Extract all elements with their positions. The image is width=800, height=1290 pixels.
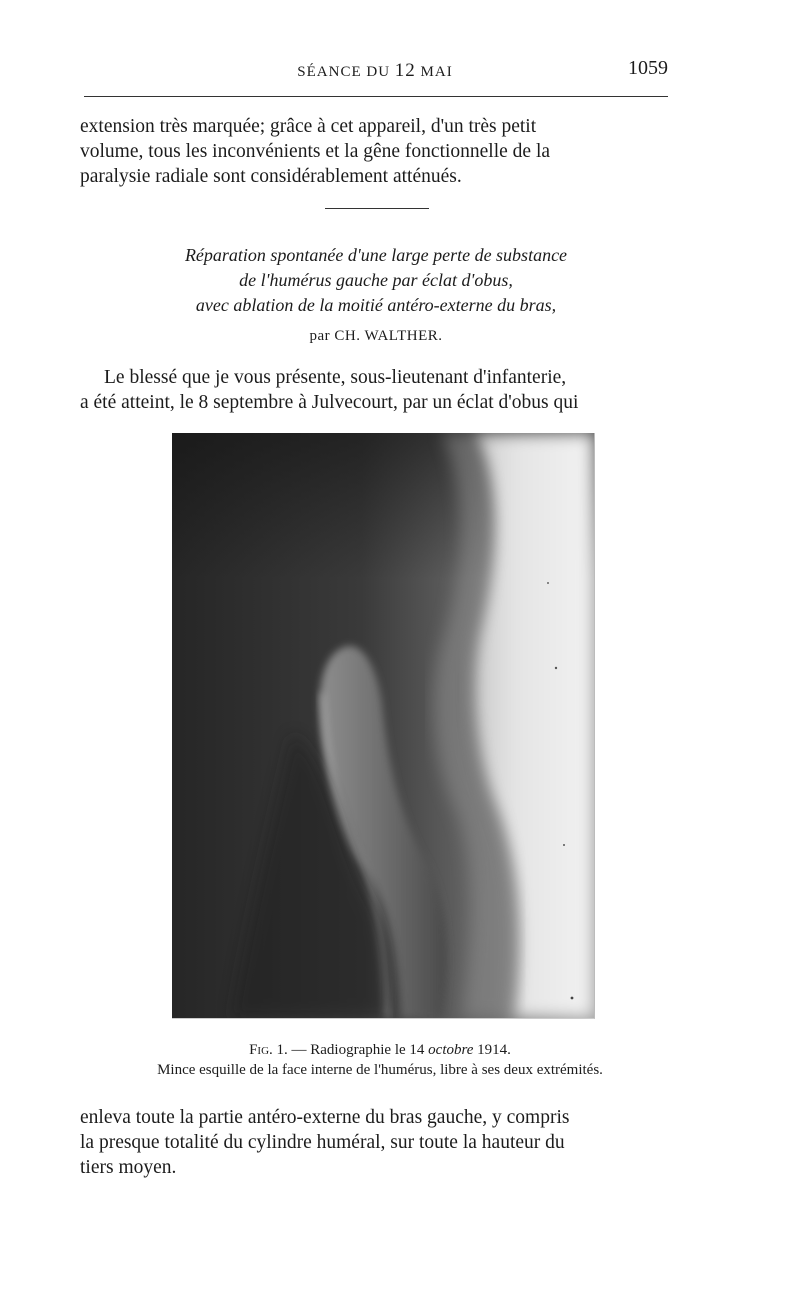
radiograph-image: [172, 433, 595, 1019]
paragraph-bottom: [80, 1105, 672, 1180]
text-line: volume, tous les inconvénients et la gêne fonctionnelle de la: [80, 141, 551, 162]
text-line: la presque totalité du cylindre huméral, sur toute la hauteur du: [80, 1132, 565, 1153]
caption-line-1: Fig. 1. — Radiographie le 14 octobre 1914.: [249, 1042, 511, 1058]
title-line: avec ablation de la moitié antéro-externe du bras,: [195, 295, 557, 315]
article-title: [80, 243, 672, 318]
title-line: Réparation spontanée d'une large perte de substance: [184, 245, 568, 265]
running-title: SÉANCE DU 12 MAI: [297, 60, 453, 81]
running-head: [80, 57, 670, 86]
text-line: tiers moyen.: [80, 1157, 177, 1178]
text-line: a été atteint, le 8 septembre à Julvecourt, par un éclat d'obus qui: [80, 392, 579, 413]
radiograph-illustration: [172, 433, 594, 1018]
paragraph-top: [80, 114, 672, 189]
text-line: paralysie radiale sont considérablement atténués.: [80, 166, 462, 187]
text-line: Le blessé que je vous présente, sous-lieutenant d'infanterie,: [104, 367, 567, 388]
figure-label: Fig. 1.: [249, 1042, 288, 1058]
text-line: extension très marquée; grâce à cet appareil, d'un très petit: [80, 116, 537, 137]
author-line: par CH. WALTHER.: [309, 328, 443, 344]
caption-line-2: Mince esquille de la face interne de l'humérus, libre à ses deux extrémités.: [157, 1062, 603, 1078]
paragraph-intro: [80, 365, 672, 415]
title-line: de l'humérus gauche par éclat d'obus,: [239, 270, 513, 290]
page-number: 1059: [628, 57, 668, 79]
text-line: enleva toute la partie antéro-externe du bras gauche, y compris: [80, 1107, 570, 1128]
figure-caption: [80, 1040, 680, 1080]
header-rule: [84, 96, 668, 97]
section-divider: [325, 208, 429, 209]
